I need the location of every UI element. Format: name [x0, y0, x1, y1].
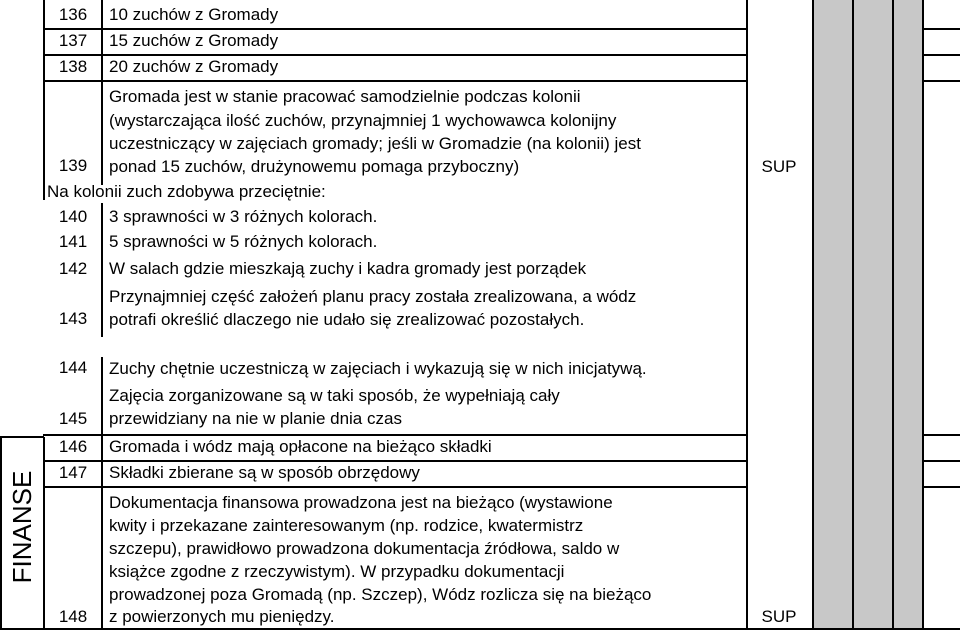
score-column[interactable] — [814, 0, 852, 628]
row-text: z powierzonych mu pieniędzy. — [109, 607, 335, 626]
row-number: 141 — [58, 232, 88, 251]
row-number: 140 — [58, 207, 88, 226]
sup-marker: SUP — [761, 157, 797, 176]
row-text: potrafi określić dlaczego nie udało się zrealizować pozostałych. — [109, 310, 585, 329]
score-col-divider — [922, 0, 924, 630]
subheading: Na kolonii zuch zdobywa przeciętnie: — [47, 182, 326, 201]
row-text: 10 zuchów z Gromady — [109, 5, 279, 24]
row-text: prowadzonej poza Gromadą (np. Szczep), Wódz rozlicza się na bieżąco — [109, 585, 652, 604]
score-column[interactable] — [854, 0, 892, 628]
row-text: szczepu), prawidłowo prowadzona dokumentacja źródłowa, saldo w — [109, 539, 620, 558]
finanse-left-border — [0, 437, 2, 630]
row-text: uczestniczący w zajęciach gromady; jeśli w Gromadzie (na kolonii) jest — [109, 134, 641, 153]
row-line — [43, 80, 747, 82]
score-row-line — [922, 434, 960, 436]
row-number: 143 — [58, 309, 88, 328]
row-number: 145 — [58, 409, 88, 428]
row-text: Przynajmniej część założeń planu pracy została zrealizowana, a wódz — [109, 287, 637, 306]
row-number: 142 — [58, 259, 88, 278]
row-text: (wystarczająca ilość zuchów, przynajmniej 1 wychowawca kolonijny — [109, 111, 617, 130]
row-number: 144 — [58, 358, 88, 377]
score-column[interactable] — [894, 0, 922, 628]
row-text: kwity i przekazane zainteresowanym (np. rodzice, kwatermistrz — [109, 516, 584, 535]
row-number: 146 — [58, 437, 88, 456]
row-text: Gromada i wódz mają opłacone na bieżąco składki — [109, 437, 492, 456]
row-number: 139 — [58, 156, 88, 175]
num-col-divider — [101, 203, 103, 337]
row-text: Gromada jest w stanie pracować samodzielnie podczas kolonii — [109, 87, 581, 106]
row-text: Dokumentacja finansowa prowadzona jest na bieżąco (wystawione — [109, 493, 613, 512]
score-row-line — [922, 460, 960, 462]
row-number: 138 — [58, 57, 88, 76]
row-text: 3 sprawności w 3 różnych kolorach. — [109, 207, 378, 226]
row-number: 137 — [58, 31, 88, 50]
row-number: 136 — [58, 5, 88, 24]
row-number: 148 — [58, 607, 88, 626]
score-row-line — [922, 80, 960, 82]
row-text: 20 zuchów z Gromady — [109, 57, 279, 76]
row-text: Zajęcia zorganizowane są w taki sposób, że wypełniają cały — [109, 386, 560, 405]
row-text: 5 sprawności w 5 różnych kolorach. — [109, 232, 378, 251]
sup-marker: SUP — [761, 607, 797, 626]
row-text: 15 zuchów z Gromady — [109, 31, 279, 50]
row-line — [43, 486, 747, 488]
score-row-line — [922, 486, 960, 488]
score-row-line — [922, 28, 960, 30]
row-text: książce zgodne z rzeczywistym). W przypadku dokumentacji — [109, 562, 565, 581]
row-text: ponad 15 zuchów, drużynowemu pomaga przyboczny) — [109, 157, 520, 176]
row-number: 147 — [58, 463, 88, 482]
score-row-line — [922, 54, 960, 56]
section-label-finanse: FINANSE — [7, 470, 37, 584]
row-text: przewidziany na nie w planie dnia czas — [109, 409, 402, 428]
text-col-divider — [746, 0, 748, 630]
row-text: W salach gdzie mieszkają zuchy i kadra gromady jest porządek — [109, 259, 587, 278]
row-text: Składki zbierane są w sposób obrzędowy — [109, 463, 420, 482]
num-col-divider — [101, 357, 103, 630]
row-text: Zuchy chętnie uczestniczą w zajęciach i wykazują się w nich inicjatywą. — [109, 359, 647, 378]
